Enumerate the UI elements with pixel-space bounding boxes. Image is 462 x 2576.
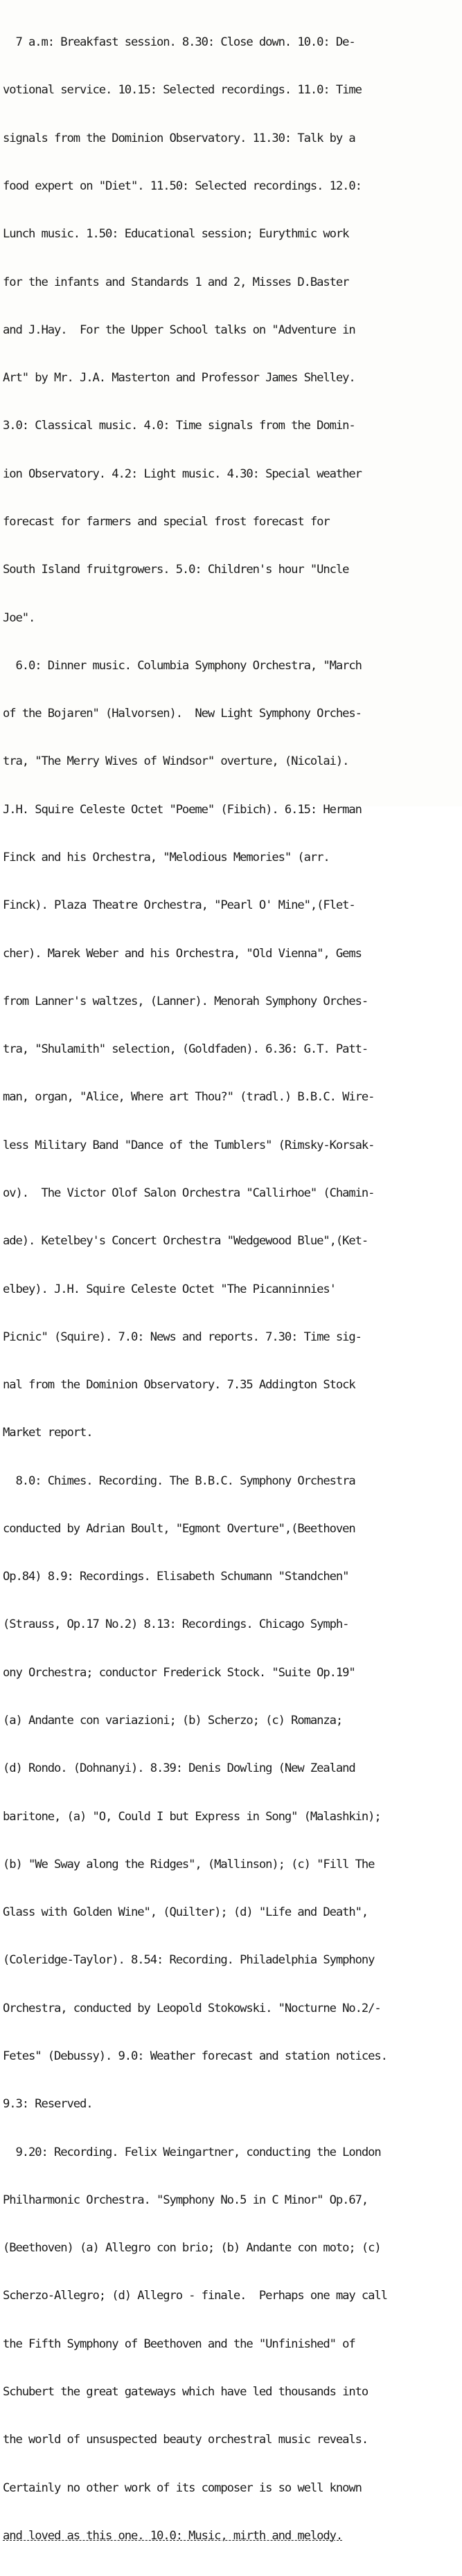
text-line: 6.0: Dinner music. Columbia Symphony Orchestra, "March	[3, 658, 362, 673]
text-line: the Fifth Symphony of Beethoven and the "Unfinished" of	[3, 2337, 355, 2351]
text-line: Finck and his Orchestra, "Melodious Memories" (arr.	[3, 850, 330, 864]
text-line: (Coleridge-Taylor). 8.54: Recording. Philadelphia Symphony	[3, 1953, 375, 1968]
text-line: signals from the Dominion Observatory. 11.30: Talk by a	[3, 131, 355, 145]
text-line: Orchestra, conducted by Leopold Stokowski. "Nocturne No.2/-	[3, 2001, 381, 2015]
text-line: Market report.	[3, 1426, 93, 1440]
text-line: (a) Andante con variazioni; (b) Scherzo; (c) Romanza;	[3, 1714, 343, 1728]
text-line: Picnic" (Squire). 7.0: News and reports. 7.30: Time sig-	[3, 1330, 362, 1344]
text-line: less Military Band "Dance of the Tumblers" (Rimsky-Korsak-	[3, 1138, 375, 1152]
text-line: man, organ, "Alice, Where art Thou?" (tradl.) B.B.C. Wire-	[3, 1090, 375, 1105]
text-line: Finck). Plaza Theatre Orchestra, "Pearl O' Mine",(Flet-	[3, 898, 355, 913]
text-line: (d) Rondo. (Dohnanyi). 8.39: Denis Dowling (New Zealand	[3, 1761, 355, 1776]
text-line: Op.84) 8.9: Recordings. Elisabeth Schumann "Standchen"	[3, 1570, 349, 1584]
text-line: the world of unsuspected beauty orchestral music reveals.	[3, 2433, 368, 2447]
text-line: Fetes" (Debussy). 9.0: Weather forecast and station notices.	[3, 2049, 387, 2063]
text-line: 9.3: Reserved.	[3, 2097, 93, 2112]
text-line: conducted by Adrian Boult, "Egmont Overture",(Beethoven	[3, 1521, 355, 1536]
text-line: Joe".	[3, 610, 35, 625]
text-line: tra, "Shulamith" selection, (Goldfaden). 6.36: G.T. Patt-	[3, 1042, 368, 1057]
text-line: ov). The Victor Olof Salon Orchestra "Callirhoe" (Chamin-	[3, 1186, 375, 1200]
text-line: and loved as this one. 10.0: Music, mirth and melody.	[3, 2528, 343, 2543]
text-line: Glass with Golden Wine", (Quilter); (d) "Life and Death",	[3, 1905, 368, 1920]
text-line: baritone, (a) "O, Could I but Express in Song" (Malashkin);	[3, 1809, 381, 1824]
text-line: 7 a.m: Breakfast session. 8.30: Close down. 10.0: De-	[3, 35, 355, 50]
text-line: Certainly no other work of its composer is so well known	[3, 2480, 362, 2495]
text-line: ony Orchestra; conductor Frederick Stock. "Suite Op.19"	[3, 1665, 355, 1680]
text-line: Lunch music. 1.50: Educational session; Eurythmic work	[3, 227, 349, 242]
text-line: for the infants and Standards 1 and 2, Misses D.Baster	[3, 275, 349, 289]
text-line: from Lanner's waltzes, (Lanner). Menorah Symphony Orches-	[3, 994, 368, 1008]
text-line: (Beethoven) (a) Allegro con brio; (b) Andante con moto; (c)	[3, 2241, 381, 2256]
text-line: ade). Ketelbey's Concert Orchestra "Wedgewood Blue",(Ket-	[3, 1234, 368, 1249]
text-line: and J.Hay. For the Upper School talks on "Adventure in	[3, 323, 355, 337]
text-line: (Strauss, Op.17 No.2) 8.13: Recordings. Chicago Symph-	[3, 1617, 349, 1632]
text-line: 9.20: Recording. Felix Weingartner, conducting the London	[3, 2145, 381, 2159]
broadcast-programme-text	[3, 3, 461, 2576]
text-line: food expert on "Diet". 11.50: Selected recordings. 12.0:	[3, 179, 362, 194]
text-line: (b) "We Sway along the Ridges", (Mallinson); (c) "Fill The	[3, 1857, 375, 1871]
text-line: of the Bojaren" (Halvorsen). New Light Symphony Orches-	[3, 707, 362, 721]
text-line: elbey). J.H. Squire Celeste Octet "The Picanninnies'	[3, 1282, 336, 1296]
text-line: 8.0: Chimes. Recording. The B.B.C. Symphony Orchestra	[3, 1473, 355, 1488]
text-line: 3.0: Classical music. 4.0: Time signals from the Domin-	[3, 419, 355, 433]
text-line: Scherzo-Allegro; (d) Allegro - finale. Perhaps one may call	[3, 2289, 387, 2303]
text-line: Schubert the great gateways which have led thousands into	[3, 2384, 368, 2399]
text-line: South Island fruitgrowers. 5.0: Children's hour "Uncle	[3, 563, 349, 577]
text-line: Art" by Mr. J.A. Masterton and Professor James Shelley.	[3, 371, 355, 386]
text-line: nal from the Dominion Observatory. 7.35 Addington Stock	[3, 1378, 355, 1393]
text-line: forecast for farmers and special frost forecast for	[3, 515, 330, 529]
text-line: J.H. Squire Celeste Octet "Poeme" (Fibich). 6.15: Herman	[3, 802, 362, 817]
text-line: tra, "The Merry Wives of Windsor" overture, (Nicolai).	[3, 754, 349, 769]
text-line: ion Observatory. 4.2: Light music. 4.30: Special weather	[3, 466, 362, 481]
text-line: votional service. 10.15: Selected recordings. 11.0: Time	[3, 83, 362, 98]
text-line: cher). Marek Weber and his Orchestra, "Old Vienna", Gems	[3, 946, 362, 961]
text-line: Philharmonic Orchestra. "Symphony No.5 in C Minor" Op.67,	[3, 2193, 368, 2207]
